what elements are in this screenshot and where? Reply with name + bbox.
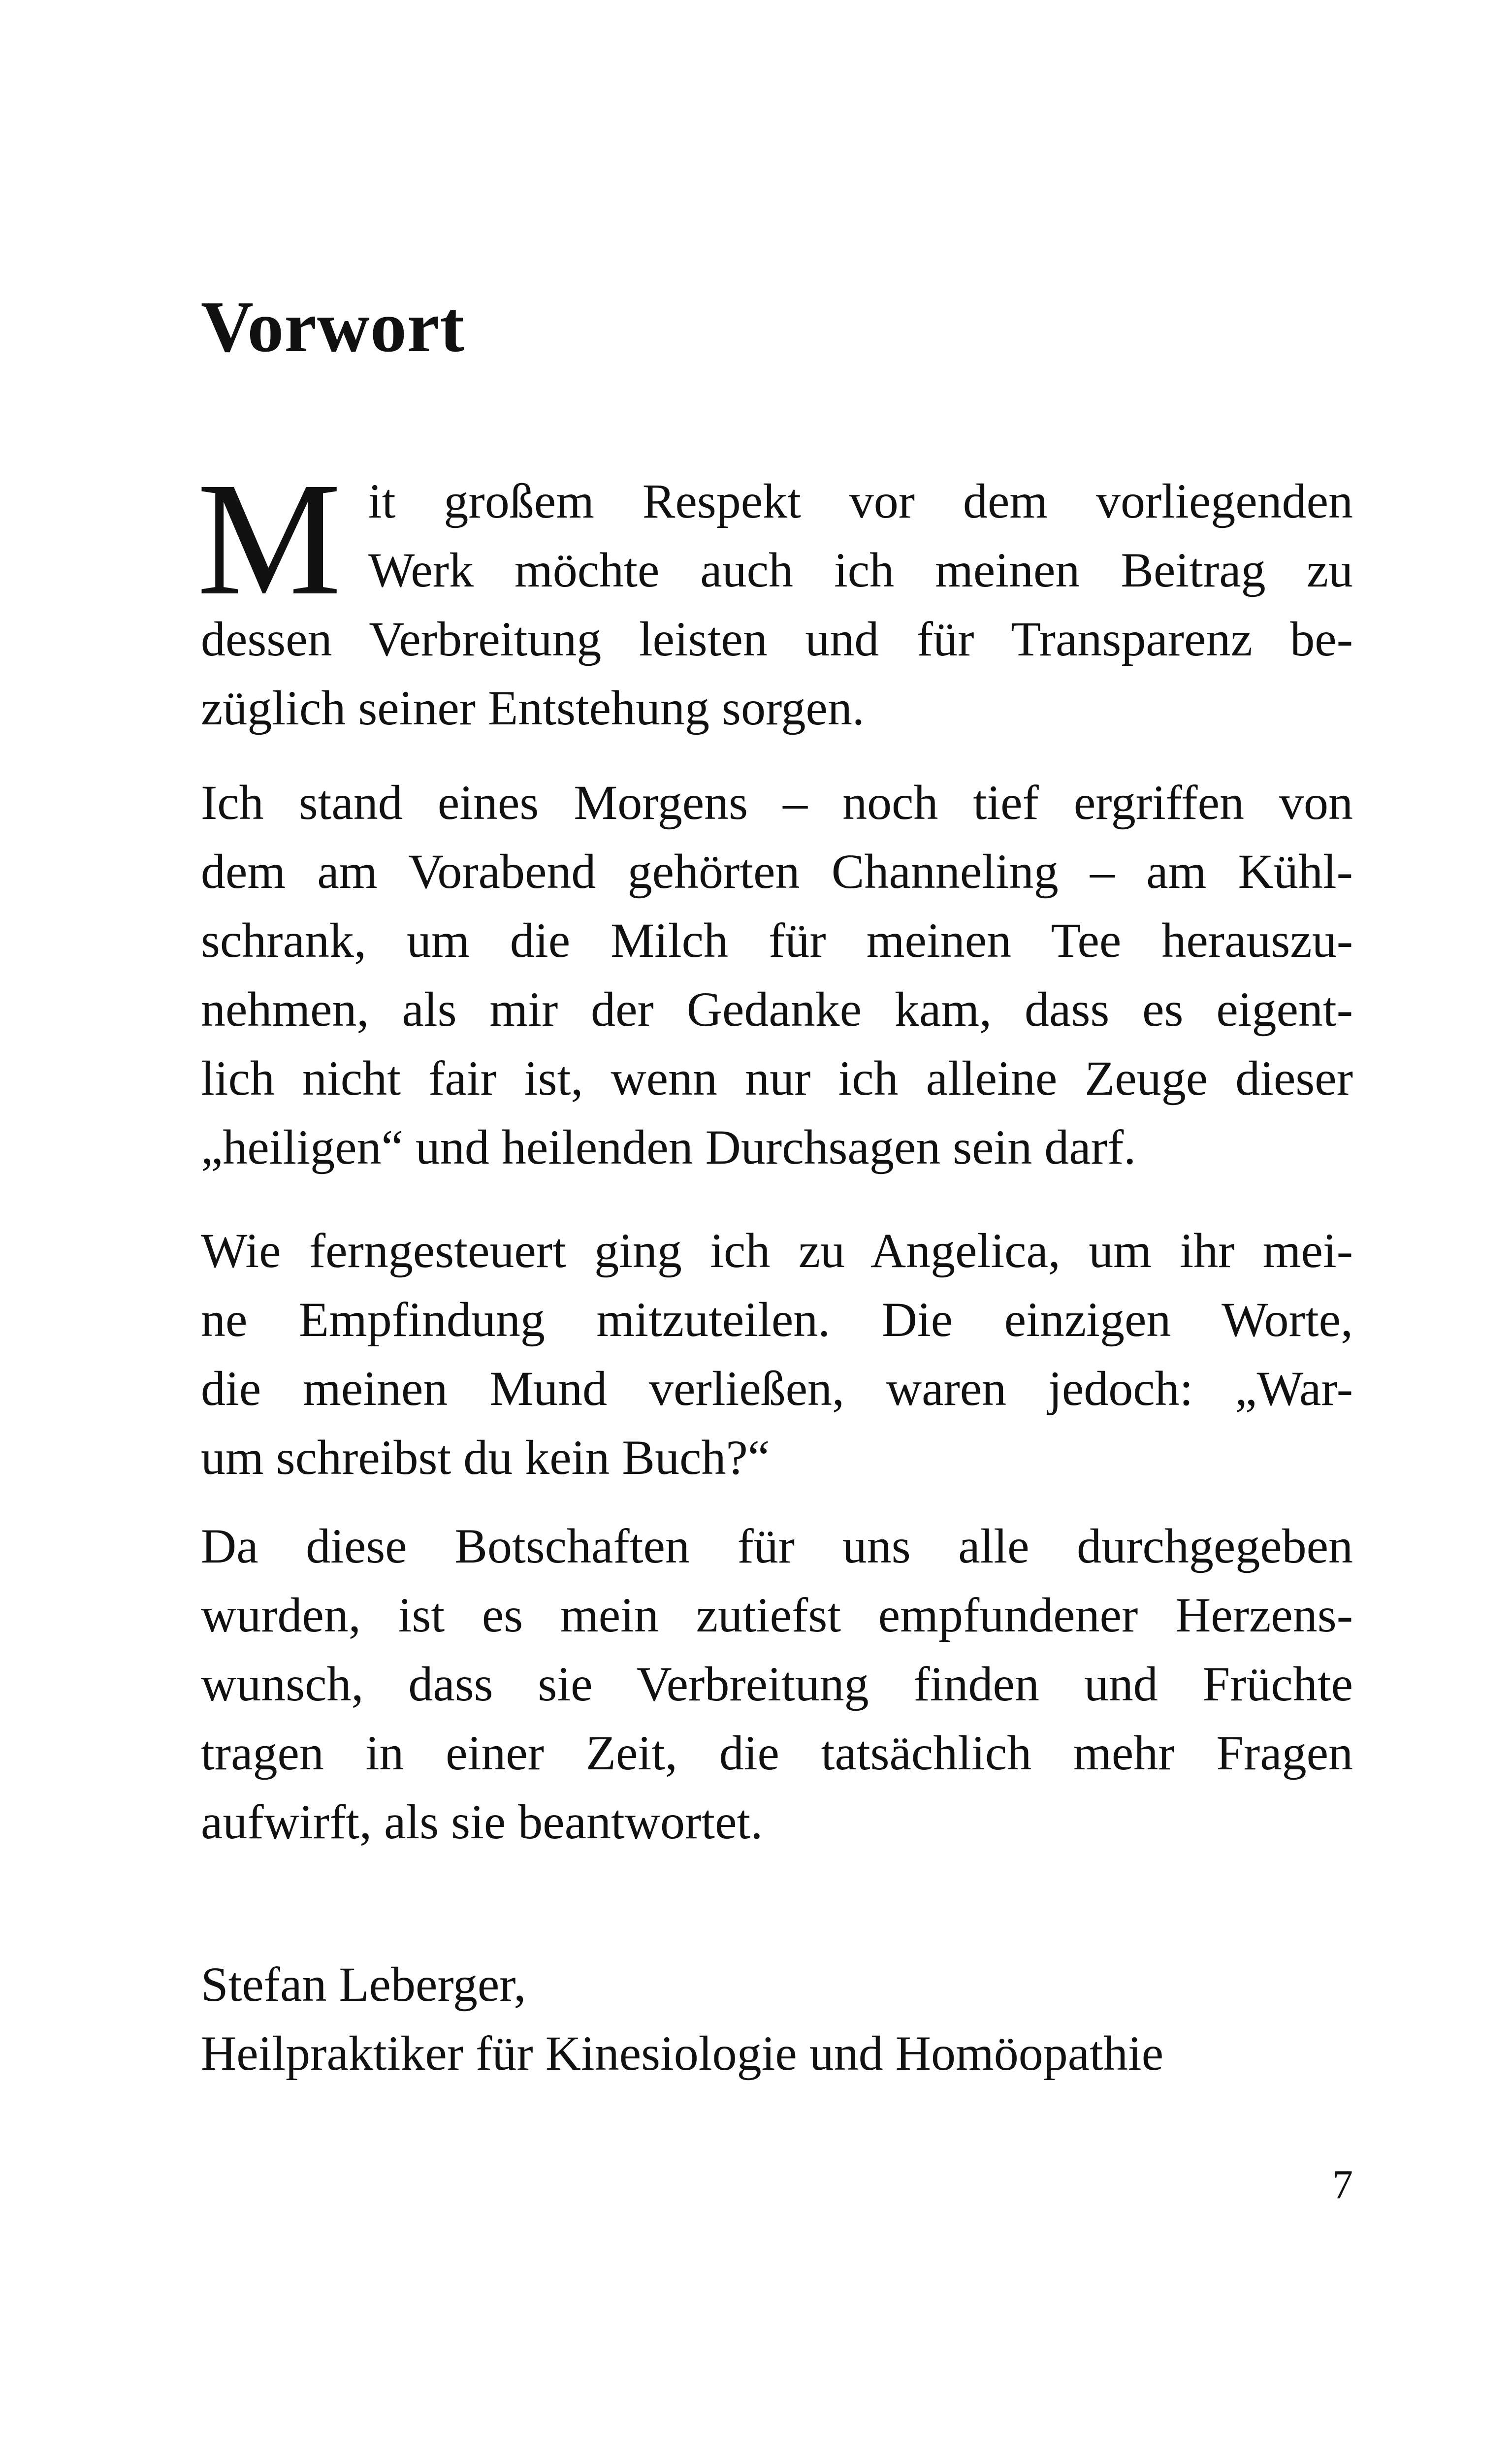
paragraph-line: aufwirft, als sie beantwortet. xyxy=(201,1794,763,1849)
paragraph-line: Wie ferngesteuert ging ich zu Angelica, um ihr mei- xyxy=(201,1223,1353,1278)
paragraph-line: Werk möchte auch ich meinen Beitrag zu xyxy=(368,543,1353,597)
paragraph-line: tragen in einer Zeit, die tatsächlich mehr Fragen xyxy=(201,1726,1353,1780)
paragraph-line: wunsch, dass sie Verbreitung finden und Früchte xyxy=(201,1657,1353,1711)
paragraph-line: dem am Vorabend gehörten Channeling – am Kühl- xyxy=(201,844,1353,899)
paragraph-line: um schreibst du kein Buch?“ xyxy=(201,1430,770,1485)
paragraph-1 xyxy=(201,467,1353,743)
paragraph-line: „heiligen“ und heilenden Durchsagen sein darf. xyxy=(201,1120,1136,1174)
paragraph-line: it großem Respekt vor dem vorliegenden xyxy=(368,474,1353,528)
paragraph-line: ne Empfindung mitzuteilen. Die einzigen Worte, xyxy=(201,1292,1353,1347)
drop-cap-letter: M xyxy=(197,449,342,629)
book-page xyxy=(197,0,1353,2443)
paragraph-3 xyxy=(201,1216,1353,1492)
paragraph-line: schrank, um die Milch für meinen Tee herauszu- xyxy=(201,913,1353,968)
page-number: 7 xyxy=(1332,2162,1353,2208)
page-title: Vorwort xyxy=(201,287,465,367)
signature-title: Heilpraktiker für Kinesiologie und Homöopathie xyxy=(201,2026,1164,2081)
signature-name: Stefan Leberger, xyxy=(201,1957,526,2012)
paragraph-line: dessen Verbreitung leisten und für Transparenz be- xyxy=(201,612,1353,666)
paragraph-line: nehmen, als mir der Gedanke kam, dass es eigent- xyxy=(201,982,1353,1037)
paragraph-line: Da diese Botschaften für uns alle durchgegeben xyxy=(201,1519,1353,1573)
paragraph-line: wurden, ist es mein zutiefst empfundener Herzens- xyxy=(201,1588,1353,1642)
paragraph-line: lich nicht fair ist, wenn nur ich alleine Zeuge dieser xyxy=(201,1051,1353,1106)
paragraph-line: züglich seiner Entstehung sorgen. xyxy=(201,681,865,735)
paragraph-line: Ich stand eines Morgens – noch tief ergriffen von xyxy=(201,775,1353,830)
paragraph-line: die meinen Mund verließen, waren jedoch: „War- xyxy=(201,1361,1353,1416)
paragraph-4 xyxy=(201,1512,1353,1857)
paragraph-2 xyxy=(201,768,1353,1182)
